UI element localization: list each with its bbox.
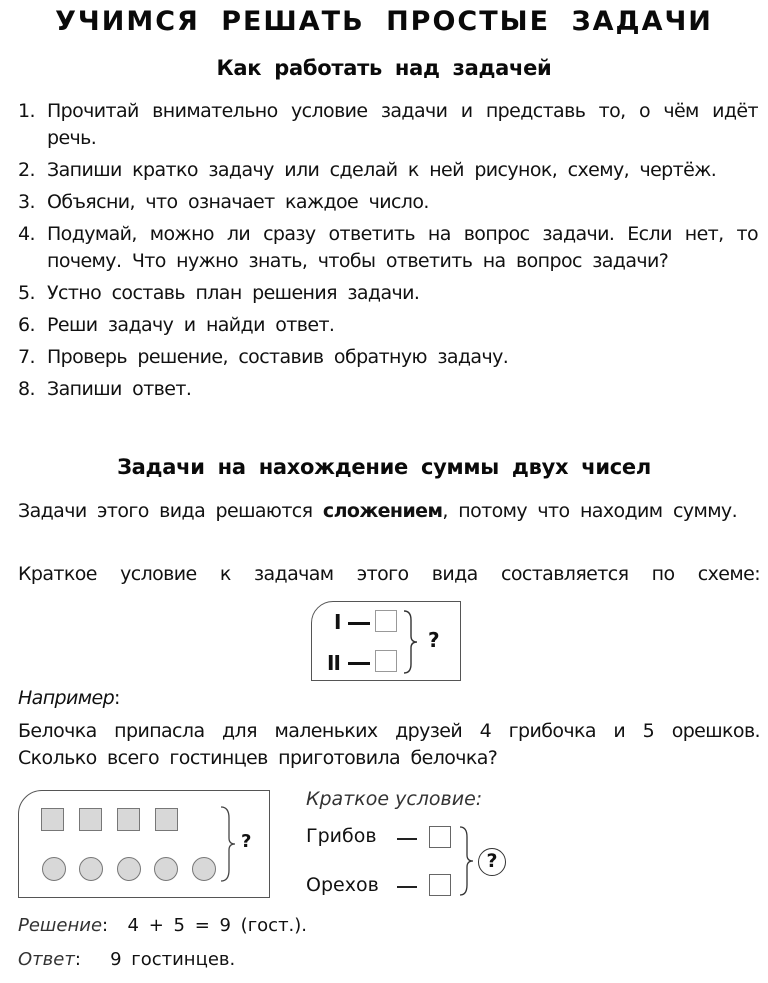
- step-number: 2.: [18, 159, 35, 181]
- condition-dash: [397, 838, 417, 840]
- step-text: Реши задачу и найди ответ.: [47, 314, 335, 336]
- step-text: Объясни, что означает каждое число.: [47, 191, 429, 213]
- question-circle-icon: ?: [478, 848, 506, 876]
- scheme-diagram: [311, 601, 461, 681]
- step-number: 1.: [18, 100, 35, 122]
- example-label: Например: [18, 687, 115, 709]
- condition-label: Краткое условие:: [306, 788, 483, 810]
- list-item: [18, 98, 758, 152]
- step-number: 4.: [18, 223, 35, 245]
- steps-list: [18, 98, 758, 408]
- page-title: УЧИМСЯ РЕШАТЬ ПРОСТЫЕ ЗАДАЧИ: [55, 6, 713, 37]
- step-text: Запиши кратко задачу или сделай к ней рисунок, схему, чертёж.: [47, 159, 717, 181]
- scheme-row1-label: I: [334, 610, 341, 634]
- list-item: [18, 157, 758, 184]
- mushroom-square: [155, 808, 178, 831]
- nut-circle: [79, 857, 103, 881]
- scheme-box-1: [375, 610, 397, 632]
- example-label-line: [18, 685, 120, 712]
- list-item: [18, 189, 758, 216]
- intro-paragraph: [18, 498, 760, 525]
- nut-circle: [42, 857, 66, 881]
- mushroom-square: [79, 808, 102, 831]
- scheme-box-2: [375, 650, 397, 672]
- example-colon: :: [114, 687, 120, 709]
- solution-value: 4 + 5 = 9 (гост.).: [127, 915, 308, 936]
- step-text: Прочитай внимательно условие задачи и представь то, о чём идёт речь.: [47, 100, 758, 149]
- nut-circle: [192, 857, 216, 881]
- question-mark: ?: [428, 628, 440, 652]
- intro-text-end: , потому что находим сумму.: [442, 500, 738, 522]
- mushroom-square: [117, 808, 140, 831]
- condition-row1-label: Грибов: [306, 825, 377, 847]
- step-text: Проверь решение, составив обратную задачу.: [47, 346, 509, 368]
- step-number: 7.: [18, 346, 35, 368]
- mushroom-square: [41, 808, 64, 831]
- step-number: 8.: [18, 378, 35, 400]
- step-text: Подумай, можно ли сразу ответить на вопрос задачи. Если нет, то почему. Что нужно знать, чтобы ответить на вопрос задачи?: [47, 223, 758, 272]
- scheme-dash: [348, 662, 370, 665]
- scheme-dash: [348, 622, 370, 625]
- list-item: [18, 376, 758, 403]
- problem-text: Белочка припасла для маленьких друзей 4 грибочка и 5 орешков. Сколько всего гостинцев приготовила белочка?: [18, 720, 760, 769]
- step-number: 6.: [18, 314, 35, 336]
- scheme-intro: Краткое условие к задачам этого вида составляется по схеме:: [18, 563, 760, 585]
- list-item: [18, 344, 758, 371]
- list-item: [18, 312, 758, 339]
- step-number: 5.: [18, 282, 35, 304]
- step-number: 3.: [18, 191, 35, 213]
- intro-bold-term: сложением: [322, 500, 443, 522]
- condition-row2-label: Орехов: [306, 874, 379, 896]
- answer-colon: :: [74, 949, 81, 970]
- brace-icon: [458, 826, 478, 896]
- example-picture: [18, 790, 270, 898]
- step-text: Запиши ответ.: [47, 378, 192, 400]
- condition-box-1: [429, 826, 451, 848]
- intro-text: Задачи этого вида решаются: [18, 500, 323, 522]
- solution-label: Решение: [18, 915, 103, 936]
- brace-icon: [402, 610, 422, 674]
- list-item: [18, 280, 758, 307]
- section-subtitle: Как работать над задачей: [216, 56, 552, 80]
- answer-value: 9 гостинцев.: [110, 949, 236, 970]
- brace-icon: [219, 806, 239, 882]
- nut-circle: [117, 857, 141, 881]
- list-item: [18, 221, 758, 275]
- condition-box-2: [429, 874, 451, 896]
- question-mark: ?: [241, 831, 252, 852]
- answer-label: Ответ: [18, 949, 75, 970]
- nut-circle: [154, 857, 178, 881]
- step-text: Устно составь план решения задачи.: [47, 282, 420, 304]
- solution-colon: :: [102, 915, 109, 936]
- short-condition: [300, 786, 530, 906]
- scheme-row2-label: II: [327, 651, 340, 675]
- solution-line: [18, 915, 307, 936]
- answer-line: [18, 949, 235, 970]
- section-heading: Задачи на нахождение суммы двух чисел: [117, 455, 651, 479]
- condition-dash: [397, 886, 417, 888]
